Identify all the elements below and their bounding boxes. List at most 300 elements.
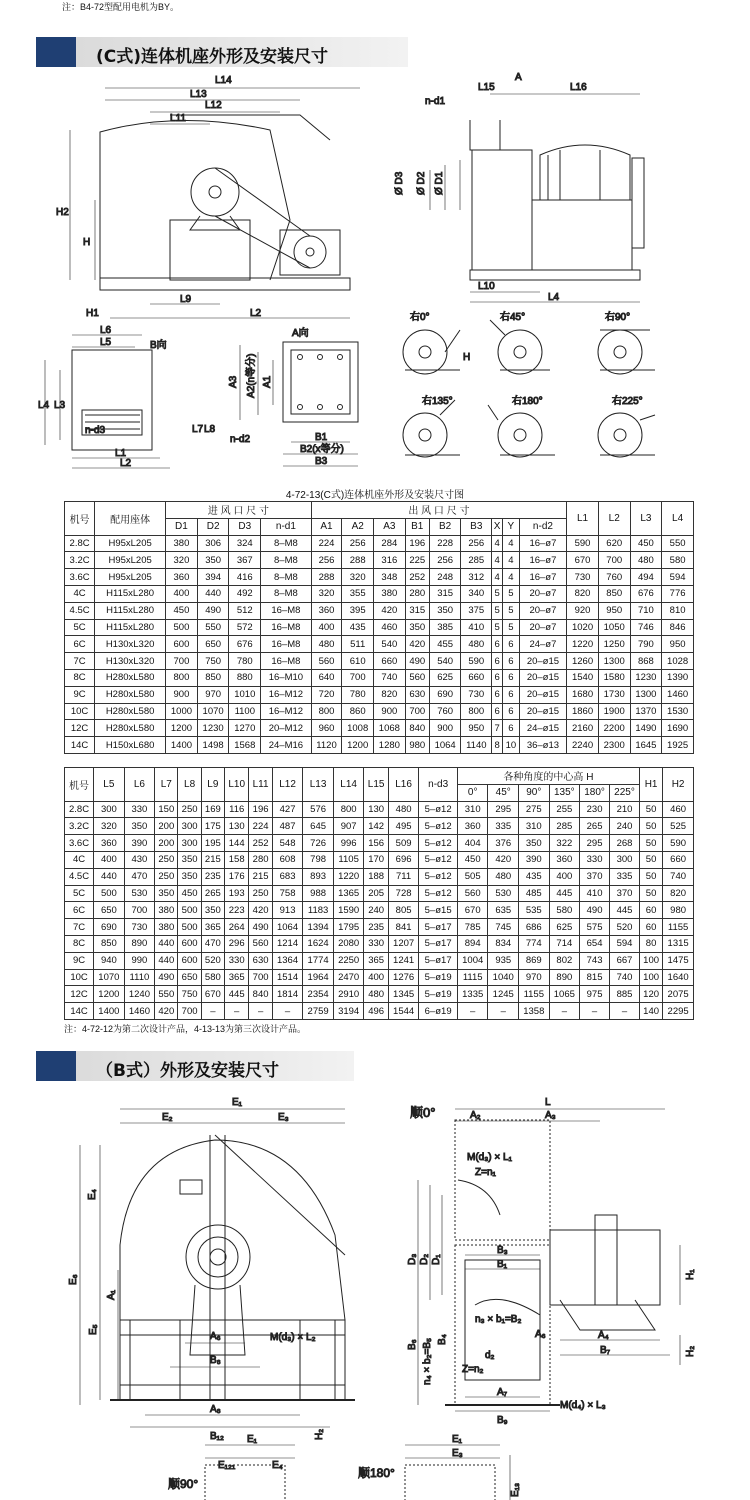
table-cell: 840	[405, 720, 429, 737]
table-cell: 560	[311, 653, 342, 670]
table-cell: 20–ø15	[519, 703, 567, 720]
table-cell: –	[549, 1003, 580, 1020]
table-cell: 850	[197, 669, 229, 686]
table-cell: 450	[166, 602, 198, 619]
section-b-drawings	[0, 1085, 750, 1500]
b-label-A6r: A₆	[535, 1329, 546, 1340]
table-cell: 5–ø12	[419, 835, 458, 852]
table-cell: 410	[580, 885, 610, 902]
table-cell: 365	[224, 969, 248, 986]
table-cell: 335	[610, 868, 640, 885]
table-cell: 700	[124, 902, 155, 919]
table-cell: 800	[166, 669, 198, 686]
table-cell: 312	[461, 569, 492, 586]
table-cell: 880	[229, 669, 261, 686]
table-cell: 350	[201, 902, 224, 919]
table-row	[65, 653, 694, 670]
table-cell: 1050	[598, 619, 630, 636]
table-cell: 430	[124, 851, 155, 868]
label-A-arrow: A	[515, 72, 522, 83]
table-cell: 9C	[65, 952, 94, 969]
table-cell: 580	[662, 552, 694, 569]
table-cell: 890	[124, 935, 155, 952]
table-cell: 841	[388, 919, 419, 936]
table-cell: 320	[94, 818, 125, 835]
table-cell: 295	[580, 835, 610, 852]
table-cell: 740	[374, 669, 406, 686]
table-cell: 1230	[197, 720, 229, 737]
table-cell: 215	[249, 868, 272, 885]
table-cell: 367	[229, 552, 261, 569]
table-cell: 280	[405, 585, 429, 602]
table-cell: 1460	[662, 686, 694, 703]
table-cell: 350	[178, 851, 201, 868]
b-label-shun180: 顺180°	[358, 1466, 395, 1480]
t1-sub-inlet-1: D2	[197, 518, 229, 535]
table-cell: 890	[549, 969, 580, 986]
table-cell: 590	[567, 535, 599, 552]
t2-h-col-5: L10	[224, 768, 248, 802]
b-label-E4: E₄	[87, 1189, 98, 1200]
table-cell: 240	[364, 902, 388, 919]
table-cell: 440	[94, 868, 125, 885]
b-label-E3b: E₃	[452, 1448, 463, 1459]
table-cell: 5–ø12	[419, 868, 458, 885]
table-cell: 1540	[567, 669, 599, 686]
table-cell: 330	[124, 801, 155, 818]
table-cell: 960	[311, 720, 342, 737]
table-cell: 350	[178, 868, 201, 885]
table-cell: 330	[224, 952, 248, 969]
table-cell: 988	[303, 885, 334, 902]
table-cell: 7C	[65, 919, 94, 936]
label-L9: L9	[180, 294, 192, 305]
t2-h-angle-3: 135°	[549, 784, 580, 801]
t2-h-col-2: L7	[155, 768, 178, 802]
t2-h-col-0: L5	[94, 768, 125, 802]
t1-h-base: 配用座体	[95, 502, 166, 536]
table-row	[65, 585, 694, 602]
table-row	[65, 935, 694, 952]
table-cell: 355	[342, 585, 374, 602]
table-cell: 1590	[333, 902, 364, 919]
table-cell: 284	[374, 535, 406, 552]
table-cell: 400	[166, 585, 198, 602]
table-cell: 455	[429, 636, 461, 653]
label-L15: L15	[478, 82, 495, 93]
table-cell: 1925	[662, 737, 694, 754]
table-cell: 1370	[630, 703, 662, 720]
table-cell: 548	[272, 835, 303, 852]
table-cell: 540	[374, 636, 406, 653]
label-L4: L4	[548, 292, 560, 303]
table-row	[65, 686, 694, 703]
table-cell: 250	[155, 868, 178, 885]
table-cell: 24–M16	[261, 737, 312, 754]
t2-h-col-1: L6	[124, 768, 155, 802]
table-cell: 820	[663, 885, 694, 902]
table-cell: 306	[197, 535, 229, 552]
section-c-caption: 4-72-13(C式)连体机座外形及安装尺寸图	[285, 490, 465, 501]
label-A2: A2(n等分)	[246, 353, 257, 398]
table-cell: 550	[197, 619, 229, 636]
table-cell: 774	[519, 935, 550, 952]
label-H2: H2	[56, 207, 69, 218]
table-cell: 285	[549, 818, 580, 835]
table-cell: 330	[580, 851, 610, 868]
b-label-d2: d₂	[485, 1350, 495, 1361]
table-cell: 1155	[519, 986, 550, 1003]
table-cell: 2354	[303, 986, 334, 1003]
b-label-E1c: E₁	[452, 1434, 463, 1445]
table-cell: 460	[374, 619, 406, 636]
table-cell: 435	[519, 868, 550, 885]
table-row	[65, 885, 694, 902]
b-label-E4b: E₄	[272, 1460, 283, 1471]
table-cell: 650	[94, 902, 125, 919]
table-cell: 1365	[333, 885, 364, 902]
table-cell: 116	[224, 801, 248, 818]
t1-h-L1: L1	[567, 502, 599, 536]
table-cell: –	[201, 1003, 224, 1020]
table-cell: 4	[492, 569, 503, 586]
table-cell: 1460	[124, 1003, 155, 1020]
table-cell: 210	[610, 801, 640, 818]
label-B3: B3	[315, 456, 328, 467]
table-cell: 24–ø15	[519, 720, 567, 737]
t1-sub-outlet-0: A1	[311, 518, 342, 535]
table-cell: 445	[610, 902, 640, 919]
table-row	[65, 535, 694, 552]
table-cell: 20–ø7	[519, 602, 567, 619]
table-row	[65, 552, 694, 569]
table-cell: 16–M8	[261, 653, 312, 670]
table-cell: 650	[178, 969, 201, 986]
table-cell: 690	[94, 919, 125, 936]
label-Bdir: B向	[150, 340, 167, 351]
table-cell: 16–M8	[261, 636, 312, 653]
table-cell: 846	[662, 619, 694, 636]
table-cell: 907	[333, 818, 364, 835]
table-cell: 1260	[567, 653, 599, 670]
table-cell: 654	[580, 935, 610, 952]
table-cell: 380	[166, 535, 198, 552]
table-cell: 320	[311, 585, 342, 602]
table-cell: 20–ø7	[519, 619, 567, 636]
table-cell: 300	[178, 818, 201, 835]
table-cell: –	[249, 1003, 272, 1020]
table-cell: 594	[662, 569, 694, 586]
b-label-Md4: M(d₄) × L₃	[560, 1400, 606, 1411]
label-D3: Ø D3	[394, 171, 405, 195]
table-cell: 250	[178, 801, 201, 818]
table-cell: 1230	[630, 669, 662, 686]
table-cell: 140	[639, 1003, 662, 1020]
table-cell: 690	[429, 686, 461, 703]
table-cell: 170	[364, 851, 388, 868]
table-cell: H115xL280	[95, 602, 166, 619]
table-cell: 2.8C	[65, 535, 95, 552]
b-label-B12: B₁₂	[210, 1431, 224, 1442]
table-cell: 400	[364, 969, 388, 986]
table-cell: 950	[461, 720, 492, 737]
table-cell: 224	[249, 818, 272, 835]
table-cell: 3.2C	[65, 818, 94, 835]
label-H: H	[83, 237, 91, 248]
table-cell: 1100	[229, 703, 261, 720]
table-cell: 394	[197, 569, 229, 586]
label-nd2: n-d2	[230, 434, 251, 445]
table-cell: 4C	[65, 851, 94, 868]
t2-h-tail-0: H1	[639, 768, 662, 802]
table-cell: 20–ø15	[519, 653, 567, 670]
table-cell: 7C	[65, 653, 95, 670]
table-cell: 5–ø19	[419, 986, 458, 1003]
banner-block-b	[36, 1051, 76, 1081]
table-cell: 620	[598, 535, 630, 552]
table-cell: 500	[166, 619, 198, 636]
table-cell: 6	[503, 686, 520, 703]
table-cell: 8	[492, 737, 503, 754]
table-cell: 2295	[663, 1003, 694, 1020]
t1-h-model: 机号	[65, 502, 95, 536]
table-cell: H280xL580	[95, 720, 166, 737]
table-cell: 265	[201, 885, 224, 902]
table-cell: 2080	[333, 935, 364, 952]
table-cell: 2300	[598, 737, 630, 754]
table-cell: 6	[492, 636, 503, 653]
table-cell: 1276	[388, 969, 419, 986]
table-cell: 1400	[94, 1003, 125, 1020]
rotation-thumbnails	[403, 320, 655, 457]
table-cell: 1624	[303, 935, 334, 952]
label-nd1: n-d1	[425, 96, 446, 107]
table-cell: 288	[342, 552, 374, 569]
table-cell: 255	[549, 801, 580, 818]
table-cell: 700	[249, 969, 272, 986]
label-A3: A3	[228, 375, 239, 388]
label-r0: 右0°	[410, 312, 430, 323]
b-label-A4: A₄	[598, 1330, 609, 1341]
table-cell: 1730	[598, 686, 630, 703]
table-cell: 500	[178, 902, 201, 919]
t1-sub-outlet-4: B2	[429, 518, 461, 535]
table-cell: 16–M12	[261, 686, 312, 703]
table-cell: 16–ø7	[519, 552, 567, 569]
table-cell: 350	[405, 619, 429, 636]
table-cell: 420	[249, 902, 272, 919]
table-cell: 16–M8	[261, 602, 312, 619]
table-cell: H150xL680	[95, 737, 166, 754]
table-cell: 50	[639, 885, 662, 902]
label-L5: L5	[100, 337, 112, 348]
table-cell: 50	[639, 835, 662, 852]
table-cell: 16–ø7	[519, 535, 567, 552]
table-cell: 450	[178, 885, 201, 902]
b-fan-side-view	[80, 1109, 355, 1427]
table-cell: 8C	[65, 935, 94, 952]
table-cell: 950	[598, 602, 630, 619]
table-cell: 495	[388, 818, 419, 835]
table-cell: 20–ø15	[519, 669, 567, 686]
table-cell: 980	[663, 902, 694, 919]
table-cell: 12C	[65, 720, 95, 737]
b-label-A1: A₁	[106, 1289, 117, 1300]
t2-h-angle-1: 45°	[488, 784, 519, 801]
table-cell: 5–ø15	[419, 902, 458, 919]
table-cell: –	[610, 1003, 640, 1020]
table-cell: 3194	[333, 1003, 364, 1020]
section-c-banner	[36, 37, 408, 67]
table-cell: 660	[461, 669, 492, 686]
table-cell: –	[272, 1003, 303, 1020]
table-cell: 2250	[333, 952, 364, 969]
table-cell: 315	[429, 585, 461, 602]
table-cell: 8C	[65, 669, 95, 686]
table-cell: 728	[388, 885, 419, 902]
table-cell: H130xL320	[95, 636, 166, 653]
table-cell: 1390	[662, 669, 694, 686]
table-cell: 730	[567, 569, 599, 586]
table-cell: 630	[249, 952, 272, 969]
table-cell: 5–ø17	[419, 919, 458, 936]
table-cell: 256	[311, 552, 342, 569]
table-cell: 416	[229, 569, 261, 586]
table-cell: 935	[488, 952, 519, 969]
table-cell: 1068	[374, 720, 406, 737]
table-cell: 913	[272, 902, 303, 919]
table-cell: 1345	[388, 986, 419, 1003]
table-cell: 990	[124, 952, 155, 969]
table-cell: 225	[405, 552, 429, 569]
t2-h-col-11: L16	[388, 768, 419, 802]
table-cell: 660	[663, 851, 694, 868]
spec-table-2	[64, 767, 694, 1020]
b-label-H2r: H₂	[685, 1345, 696, 1357]
table-cell: 380	[374, 585, 406, 602]
table-cell: 600	[178, 952, 201, 969]
table-cell: 700	[598, 552, 630, 569]
table-cell: 1004	[457, 952, 488, 969]
label-L7: L7	[192, 424, 204, 435]
table-cell: 980	[405, 737, 429, 754]
table-cell: 6	[503, 636, 520, 653]
table-row	[65, 969, 694, 986]
table-cell: 696	[388, 851, 419, 868]
table-cell: 490	[249, 919, 272, 936]
table-cell: 676	[229, 636, 261, 653]
table-cell: 511	[342, 636, 374, 653]
table-cell: 5–ø12	[419, 885, 458, 902]
table-row	[65, 952, 694, 969]
table-cell: 600	[166, 636, 198, 653]
table-row	[65, 720, 694, 737]
table-cell: 740	[610, 969, 640, 986]
table-cell: 509	[388, 835, 419, 852]
table-cell: 1183	[303, 902, 334, 919]
table-cell: 4C	[65, 585, 95, 602]
table-cell: 470	[124, 868, 155, 885]
b-label-E3: E₃	[278, 1112, 289, 1123]
table-cell: 376	[488, 835, 519, 852]
b-label-A2: A₂	[470, 1110, 481, 1121]
table-row	[65, 801, 694, 818]
label-B2: B2(x等分)	[300, 444, 344, 455]
table-cell: 24–ø7	[519, 636, 567, 653]
table-cell: H95xL205	[95, 552, 166, 569]
table-cell: 760	[598, 569, 630, 586]
table-cell: 840	[249, 986, 272, 1003]
table-cell: 380	[155, 919, 178, 936]
table-cell: 2910	[333, 986, 364, 1003]
b-label-D3: D₃	[407, 1253, 418, 1265]
table-cell: 630	[405, 686, 429, 703]
table-cell: 5–ø12	[419, 801, 458, 818]
table-cell: 480	[630, 552, 662, 569]
table-cell: 252	[405, 569, 429, 586]
table-cell: 1280	[374, 737, 406, 754]
label-r90: 右90°	[605, 312, 631, 323]
table-cell: 400	[311, 619, 342, 636]
fan-front-view	[430, 94, 644, 302]
table-cell: 5–ø12	[419, 818, 458, 835]
table-cell: 520	[201, 952, 224, 969]
table-cell: 1400	[166, 737, 198, 754]
t1-h-outlet: 出 风 口 尺 寸	[311, 502, 567, 519]
table-cell: 223	[224, 902, 248, 919]
table-cell: 1964	[303, 969, 334, 986]
table-cell: 6C	[65, 902, 94, 919]
b-label-shun0: 顺0°	[410, 1105, 436, 1120]
table-cell: 594	[610, 935, 640, 952]
table-cell: 320	[166, 552, 198, 569]
table-cell: 780	[342, 686, 374, 703]
table-cell: 275	[519, 801, 550, 818]
table-cell: 505	[457, 868, 488, 885]
table-cell: 400	[549, 868, 580, 885]
table-cell: 256	[342, 535, 374, 552]
table-cell: 360	[549, 851, 580, 868]
t1-sub-outlet-1: A2	[342, 518, 374, 535]
table-cell: 1070	[197, 703, 229, 720]
table-cell: 1008	[342, 720, 374, 737]
table-row	[65, 902, 694, 919]
table-cell: 445	[549, 885, 580, 902]
table-cell: 6	[492, 653, 503, 670]
table-cell: 250	[249, 885, 272, 902]
table-cell: 920	[567, 602, 599, 619]
table-cell: 869	[519, 952, 550, 969]
table-cell: 1900	[598, 703, 630, 720]
table-cell: 248	[429, 569, 461, 586]
table-cell: 4	[492, 535, 503, 552]
table-cell: 2075	[663, 986, 694, 1003]
table-cell: 410	[461, 619, 492, 636]
table-cell: 350	[155, 885, 178, 902]
table-cell: 1214	[272, 935, 303, 952]
table-cell: 710	[630, 602, 662, 619]
b-label-zn2: Z=n₂	[462, 1364, 484, 1375]
table-cell: 1680	[567, 686, 599, 703]
t2-h-col-7: L12	[272, 768, 303, 802]
table-cell: 196	[249, 801, 272, 818]
table-cell: 1358	[519, 1003, 550, 1020]
table-cell: 5C	[65, 619, 95, 636]
table-cell: 370	[580, 868, 610, 885]
table-cell: 580	[549, 902, 580, 919]
t2-h-col-12: n-d3	[419, 768, 458, 802]
t1-sub-outlet-8: n-d2	[519, 518, 567, 535]
